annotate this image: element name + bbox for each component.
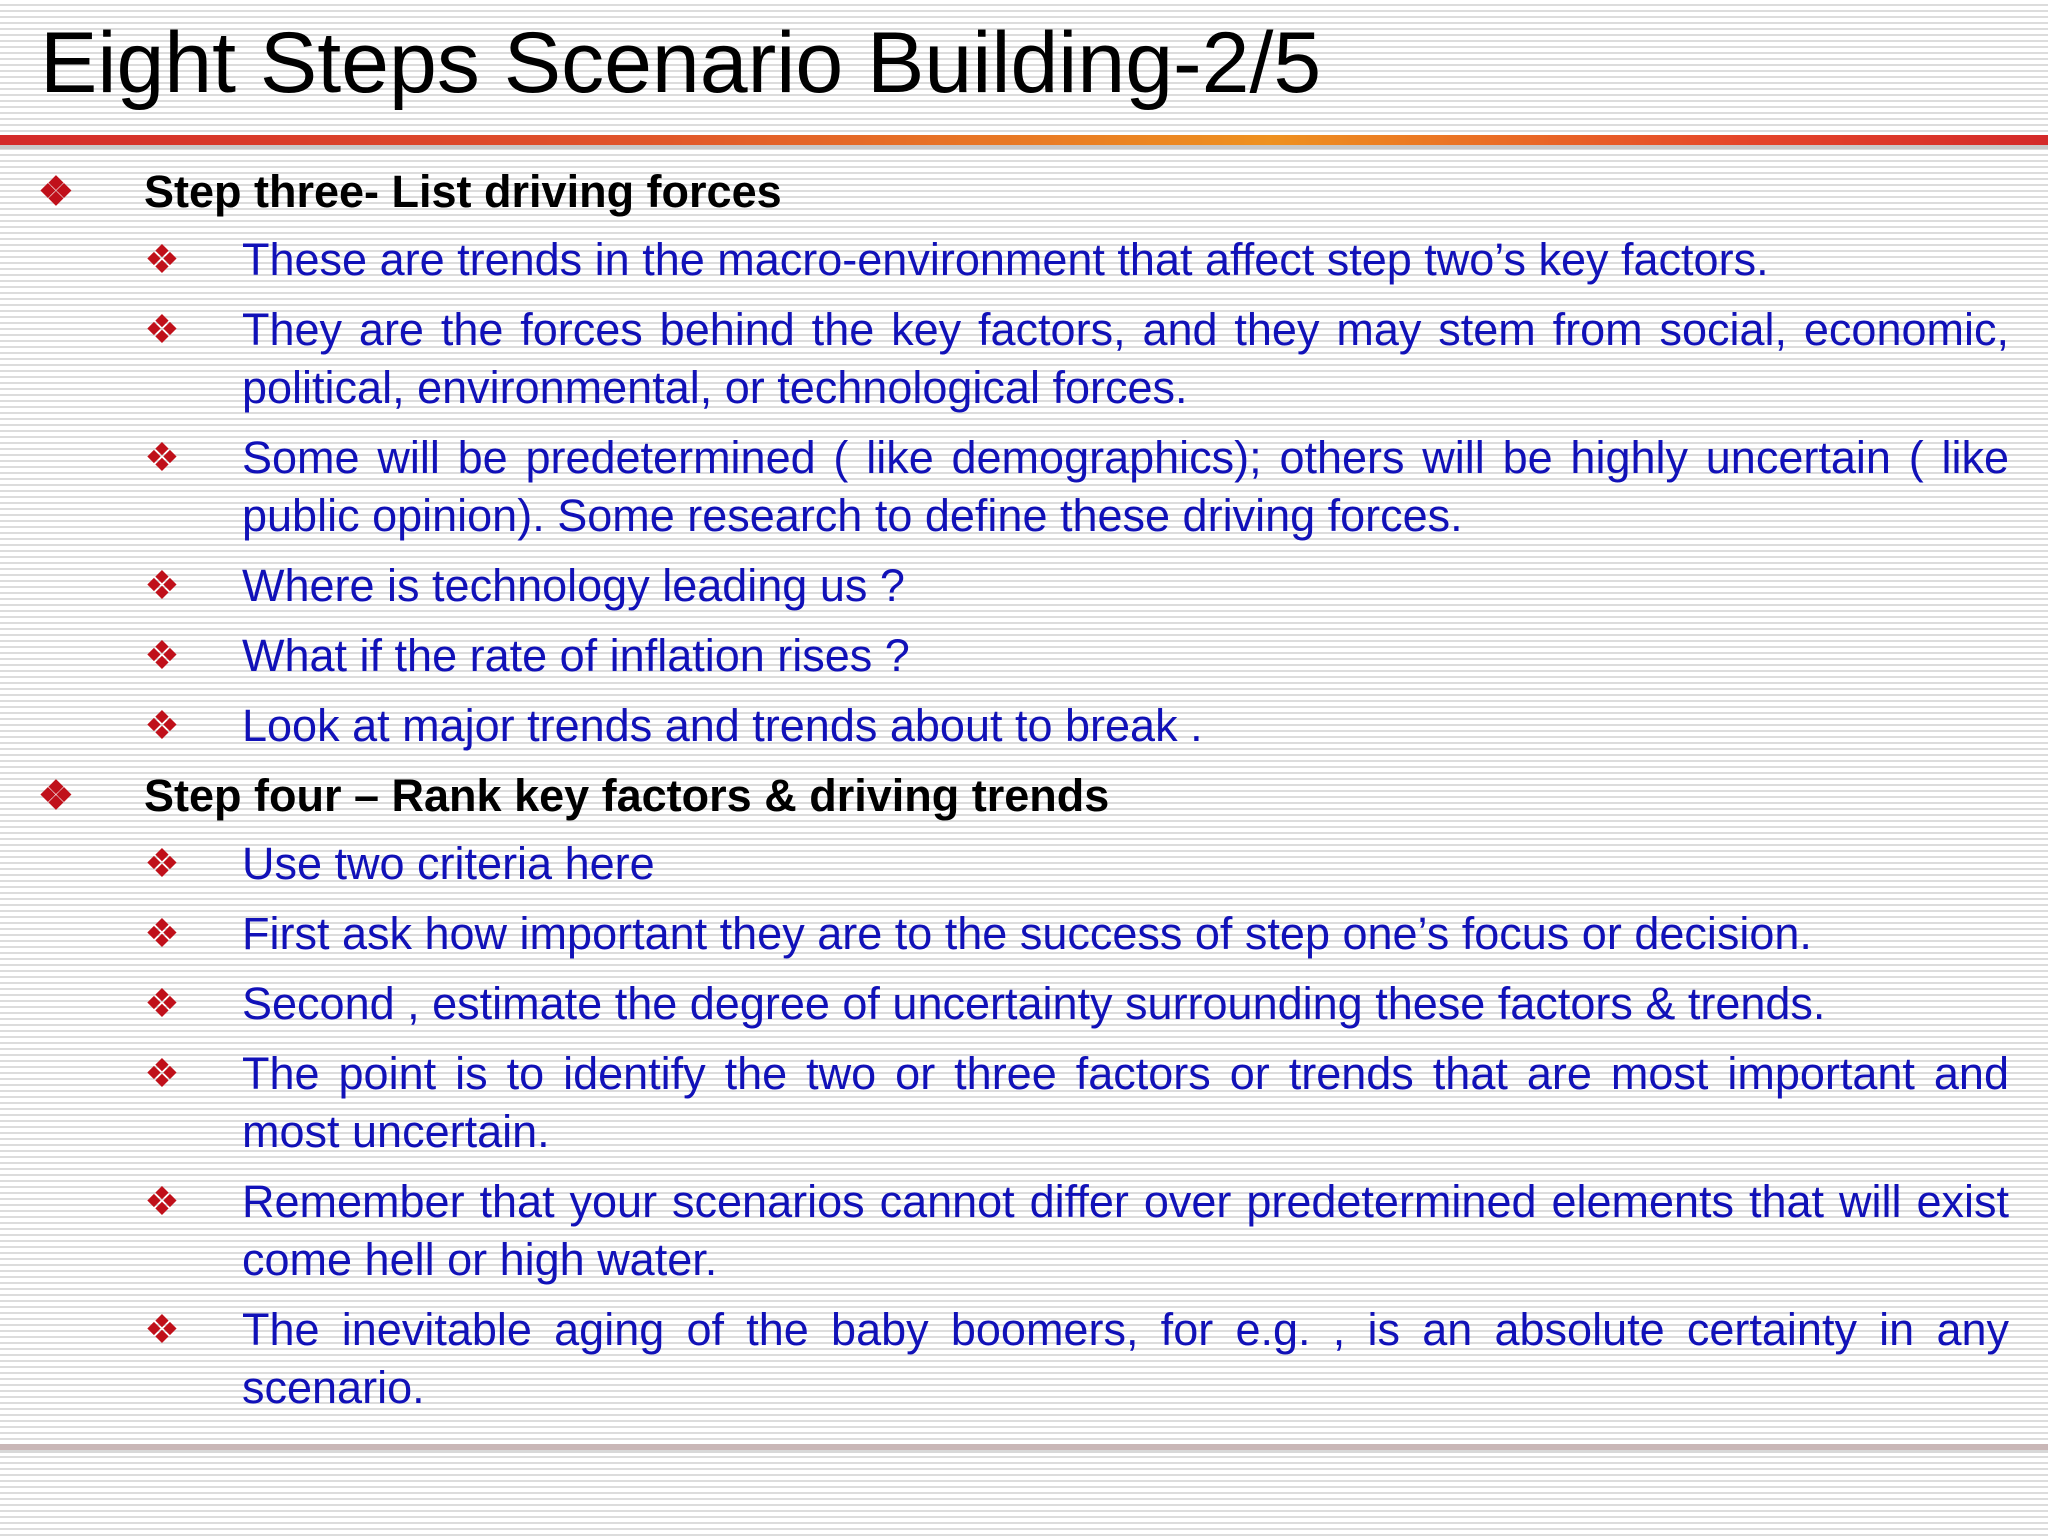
- list-item-text: Where is technology leading us ?: [242, 560, 905, 611]
- heading-text: Step four – Rank key factors & driving trends: [144, 770, 1110, 821]
- heading-text: Step three- List driving forces: [144, 166, 782, 217]
- list-item: [0, 627, 2009, 685]
- diamond-bullet-icon: ❖: [144, 308, 180, 352]
- list-item-text: First ask how important they are to the success of step one’s focus or decision.: [242, 908, 1812, 959]
- list-item-text: Look at major trends and trends about to break .: [242, 700, 1203, 751]
- slide-title: Eight Steps Scenario Building-2/5: [40, 15, 1322, 111]
- step-three-heading: [0, 163, 2004, 221]
- diamond-bullet-icon: ❖: [144, 982, 180, 1026]
- title-divider: [0, 135, 2048, 145]
- list-item-text: Second , estimate the degree of uncertainty surrounding these factors & trends.: [242, 978, 1826, 1029]
- title-divider-shadow: [0, 145, 2048, 149]
- slide-body: [0, 163, 2048, 1429]
- list-item-text: These are trends in the macro-environment that affect step two’s key factors.: [242, 234, 1769, 285]
- list-item-text: The point is to identify the two or three factors or trends that are most important and most uncertain.: [242, 1048, 2009, 1157]
- diamond-bullet-icon: ❖: [38, 170, 74, 214]
- diamond-bullet-icon: ❖: [144, 912, 180, 956]
- list-item: [0, 429, 2009, 545]
- list-item: [0, 1301, 2009, 1417]
- list-item-text: The inevitable aging of the baby boomers, for e.g. , is an absolute certainty in any scenario.: [242, 1304, 2009, 1413]
- list-item-text: Use two criteria here: [242, 838, 655, 889]
- step-four-heading: [0, 767, 2004, 825]
- list-item: [0, 975, 2009, 1033]
- list-item: [0, 835, 2009, 893]
- list-item: [0, 1173, 2009, 1289]
- list-item-text: They are the forces behind the key factors, and they may stem from social, economic, political, environmental, or technological forces.: [242, 304, 2009, 413]
- diamond-bullet-icon: ❖: [144, 1180, 180, 1224]
- diamond-bullet-icon: ❖: [144, 634, 180, 678]
- diamond-bullet-icon: ❖: [144, 842, 180, 886]
- diamond-bullet-icon: ❖: [144, 238, 180, 282]
- list-item: [0, 557, 2009, 615]
- diamond-bullet-icon: ❖: [144, 704, 180, 748]
- diamond-bullet-icon: ❖: [144, 1052, 180, 1096]
- list-item: [0, 301, 2009, 417]
- diamond-bullet-icon: ❖: [144, 1308, 180, 1352]
- diamond-bullet-icon: ❖: [38, 774, 74, 818]
- list-item-text: What if the rate of inflation rises ?: [242, 630, 910, 681]
- list-item: [0, 697, 2009, 755]
- footer-divider-shadow: [0, 1450, 2048, 1453]
- list-item-text: Some will be predetermined ( like demographics); others will be highly uncertain ( like public opinion). Some research to define these driving forces.: [242, 432, 2009, 541]
- list-item: [0, 231, 2009, 289]
- diamond-bullet-icon: ❖: [144, 436, 180, 480]
- list-item: [0, 905, 2009, 963]
- list-item-text: Remember that your scenarios cannot differ over predetermined elements that will exist come hell or high water.: [242, 1176, 2009, 1285]
- diamond-bullet-icon: ❖: [144, 564, 180, 608]
- list-item: [0, 1045, 2009, 1161]
